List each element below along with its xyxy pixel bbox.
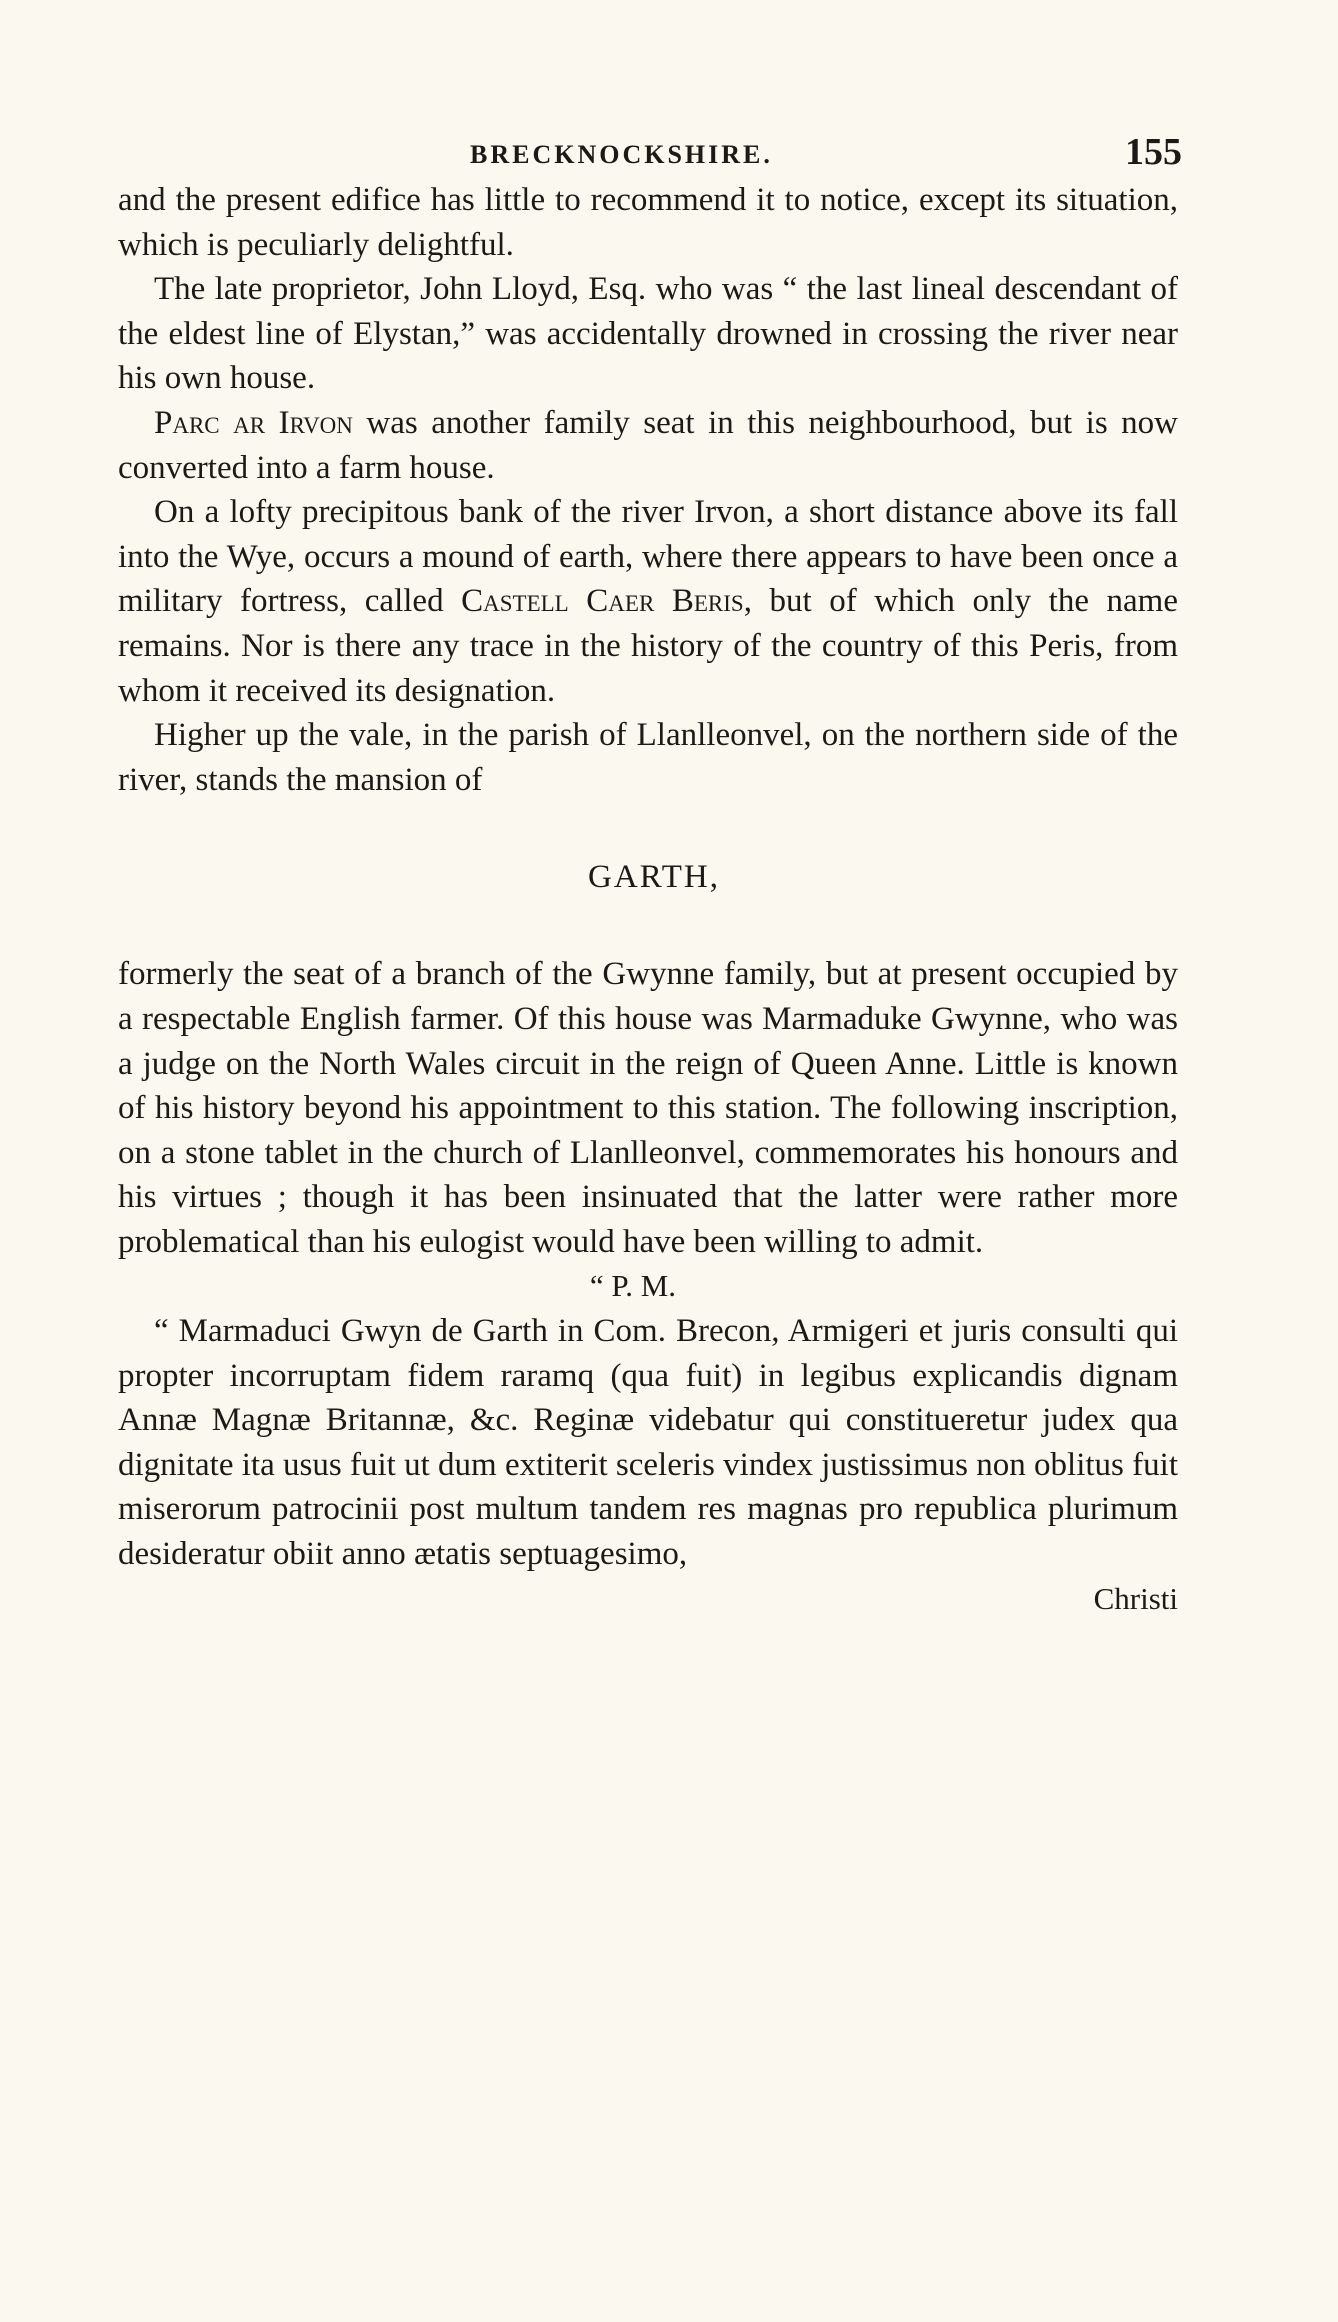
running-head	[118, 118, 1182, 178]
place-name-castell-caer-beris: Castell Caer Beris	[461, 583, 744, 620]
paragraph-parc-ar-irvon	[118, 401, 1178, 490]
inscription-text: “ Marmaduci Gwyn de Garth in Com. Brecon, Armigeri et juris consulti qui propter incorruptam fidem raramq (qua fuit) in legibus explicandis dignam Annæ Magnæ Britannæ, &c. Reginæ videbatur qui constitueretur judex qua dignitate ita usus fuit ut dum extiterit sceleris vindex justissimus non oblitus fuit miserorum patrocinii post multum tandem res magnas pro republica plurimum desideratur obiit anno ætatis septuagesimo,	[118, 1313, 1178, 1573]
page-number: 155	[1125, 131, 1182, 173]
place-name-parc-ar-irvon: Parc ar Irvon	[154, 404, 353, 441]
running-title: BRECKNOCKSHIRE.	[470, 140, 773, 169]
paragraph-edifice: and the present edifice has little to recommend it to notice, except its situation, which is peculiarly delightful.	[118, 182, 1178, 263]
paragraph-gwynne: formerly the seat of a branch of the Gwynne family, but at present occupied by a respectable English farmer. Of this house was Marmaduke Gwynne, who was a judge on the North Wales circuit in the reign of Queen Anne. Little is known of his history beyond his appointment to this station. The following inscription, on a stone tablet in the church of Llanlleonvel, commemorates his honours and his virtues ; though it has been insinuated that the latter were rather more problematical than his eulogist would have been willing to admit.	[118, 956, 1178, 1260]
paragraph-castell-caer-beris	[118, 490, 1178, 713]
paragraph-text: was another family seat in this neighbourhood, but is now converted into a farm house.	[118, 404, 1178, 486]
section-heading-garth: GARTH,	[588, 859, 720, 896]
paragraph-text: , but of which only the name remains. Nor is there any trace in the history of the country of this Peris, from whom it received its designation.	[118, 583, 1178, 709]
paragraph-lloyd: The late proprietor, John Lloyd, Esq. who was “ the last lineal descendant of the eldest line of Elystan,” was accidentally drowned in crossing the river near his own house.	[118, 271, 1178, 397]
inscription-heading: “ P. M.	[589, 1268, 677, 1304]
paragraph-text: On a lofty precipitous bank of the river Irvon, a short distance above its fall into the Wye, occurs a mound of earth, where there appears to have been once a military fortress, called	[118, 494, 1178, 620]
text-block	[118, 178, 1178, 1621]
paragraph-higher-up-the-vale: Higher up the vale, in the parish of Llanlleonvel, on the northern side of the river, stands the mansion of	[118, 717, 1178, 798]
catchword: Christi	[1093, 1580, 1178, 1616]
book-page	[118, 118, 1182, 1621]
